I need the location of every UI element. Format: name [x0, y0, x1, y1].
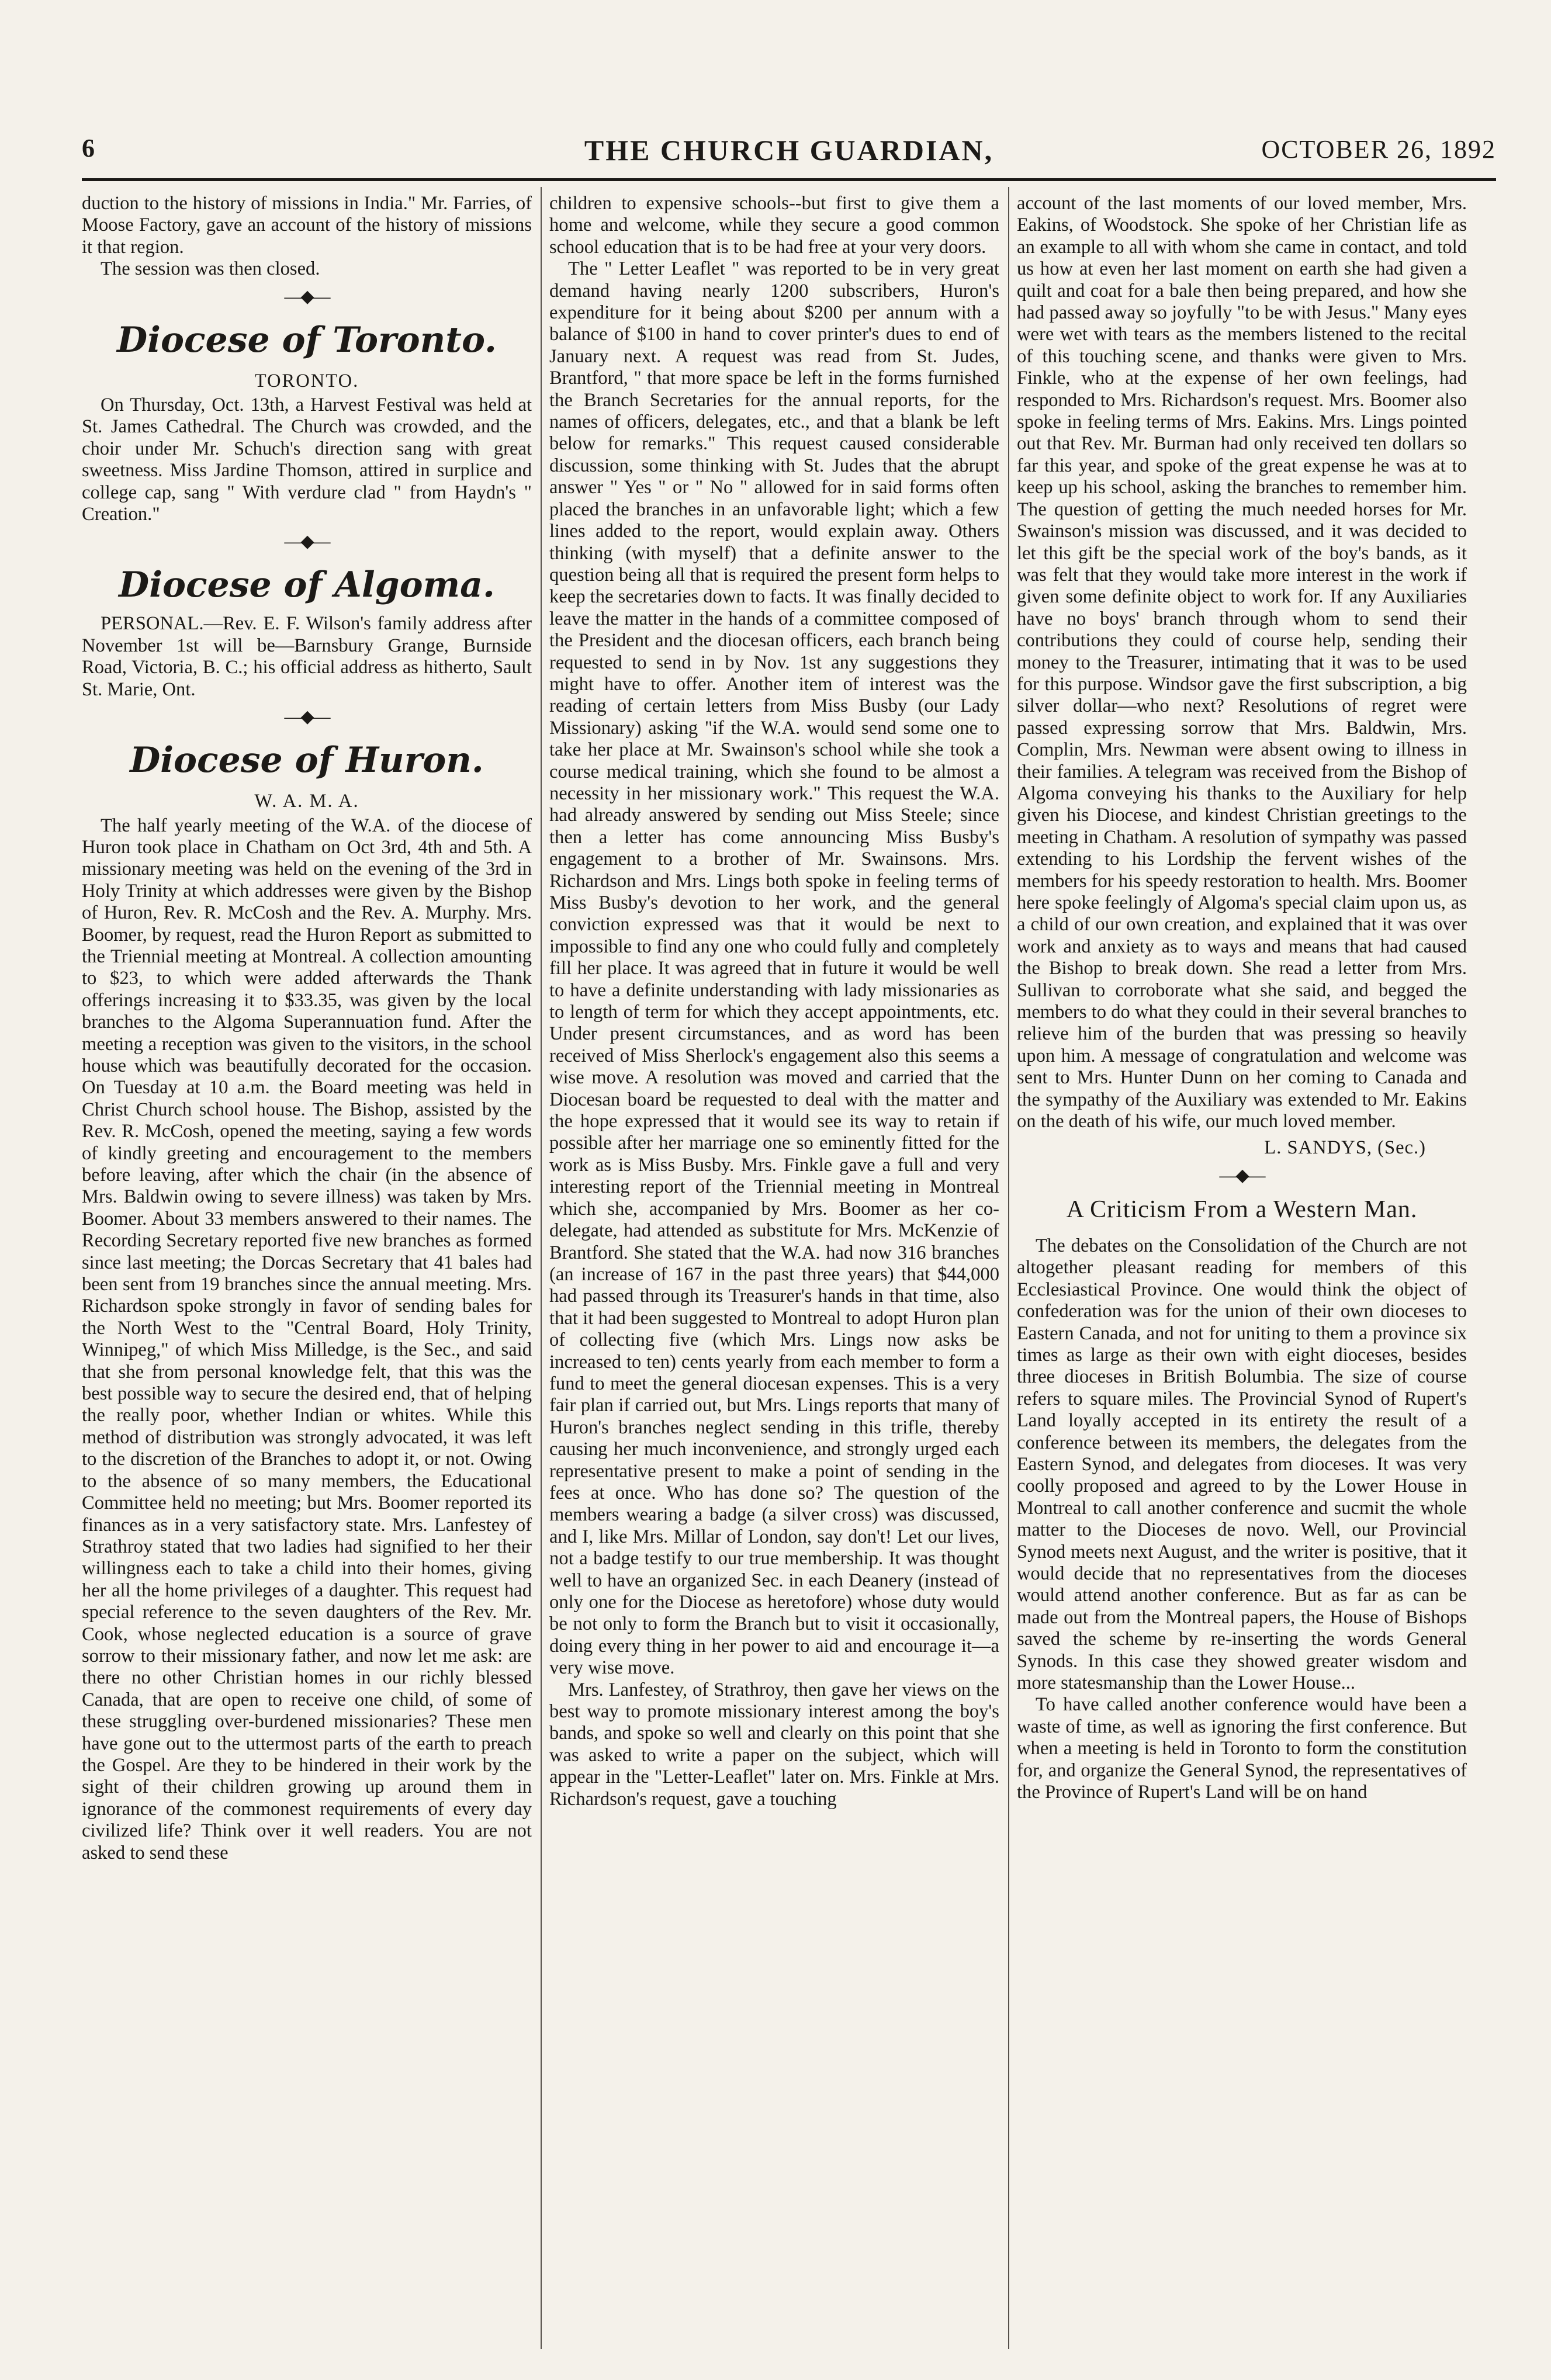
heading-diocese-huron: Diocese of Huron. — [130, 740, 484, 781]
paragraph: PERSONAL.—Rev. E. F. Wilson's family address after November 1st will be—Barnsbury Grange, Burnside Road, Victoria, B. C.; his official address as hitherto, Sault St. Marie, Ont. — [82, 613, 532, 700]
subheading-toronto: TORONTO. — [254, 370, 359, 392]
paragraph: The debates on the Consolidation of the Church are not altogether pleasant reading for members of this Ecclesiastical Province. One would think the object of confederation was for the union of their own dioceses to Eastern Canada, and not for uniting to them a province six times as large as their own with eight dioceses, besides three dioceses in British Bolumbia. The size of course refers to square miles. The Provincial Synod of Rupert's Land loyally accepted in its entirety the result of a conference between its members, the delegates from the Eastern Synod, and delegates from dioceses. It was very coolly proposed and agreed to by the Lower House in Montreal to call another conference and sucmit the whole matter to the Dioceses de novo. Well, our Provincial Synod meets next August, and the writer is positive, that it would decide that no representatives from the dioceses would attend another conference. But as far as can be made out from the Montreal papers, the House of Bishops saved the scheme by re-inserting the words General Synods. In this case they showed greater wisdom and more statesmanship than the Lower House... — [1017, 1235, 1467, 1693]
page-number: 6 — [82, 134, 95, 162]
section-ornament: —◆— — [284, 707, 330, 727]
section-ornament: —◆— — [284, 532, 330, 552]
paragraph: account of the last moments of our loved member, Mrs. Eakins, of Woodstock. She spoke of her Christian life as an example to all with whom she came in contact, and told us how at even her last moment on earth she had given a quilt and coat for a bale then being prepared, and how she had passed away so joyfully "to be with Jesus." Many eyes were wet with tears as the members listened to the recital of this touching scene, and thanks were given to Mrs. Finkle, who at the expense of her own feelings, had responded to Mrs. Richardson's request. Mrs. Boomer also spoke in feeling terms of Mrs. Eakins. Mrs. Lings pointed out that Rev. Mr. Burman had only received ten dollars so far this year, and spoke of the great expense he was at to keep up his school, asking the branches to remember him. The question of getting the much needed horses for Mr. Swainson's mission was discussed, and it was decided to let this gift be the special work of the boy's bands, as it was felt that they would take more interest in the work if given some definite object to work for. If any Auxiliaries have no boys' branch through whom to send their contributions they could of course help, sending their money to the Treasurer, intimating that it was to be used for this purpose. Windsor gave the first subscription, a big silver dollar—who next? Resolutions of regret were passed expressing sorrow that Mrs. Baldwin, Mrs. Complin, Mrs. Newman were absent owing to illness in their families. A telegram was received from the Bishop of Algoma conveying his thanks to the Auxiliary for help given his Diocese, and kindest Christian greetings to the meeting in Chatham. A resolution of sympathy was passed extending to his Lordship the fervent wishes of the members for his speedy restoration to health. Mrs. Boomer here spoke feelingly of Algoma's special claim upon us, as a child of our own creation, and explained that it was over work and anxiety as to ways and means that had caused the Bishop to break down. She read a letter from Mrs. Sullivan to corroborate what she said, and begged the members to do what they could in their several branches to relieve him of the burden that was pressing so heavily upon him. A message of congratulation and welcome was sent to Mrs. Hunter Dunn on her coming to Canada and the sympathy of the Auxiliary was extended to Mr. Eakins on the death of his wife, our much loved member. — [1017, 193, 1467, 1132]
newspaper-title: THE CHURCH GUARDIAN, — [584, 134, 994, 167]
masthead — [82, 133, 1496, 172]
heading-criticism: A Criticism From a Western Man. — [1066, 1196, 1418, 1223]
heading-diocese-toronto: Diocese of Toronto. — [117, 319, 497, 361]
issue-date: OCTOBER 26, 1892 — [1261, 135, 1496, 164]
column-rule — [541, 187, 542, 2349]
paragraph: To have called another conference would have been a waste of time, as well as ignoring the first conference. But when a meeting is held in Toronto to form the constitution for, and organize the General Synod, the representatives of the Province of Rupert's Land will be on hand — [1017, 1694, 1467, 1803]
paragraph: children to expensive schools--but first to give them a home and welcome, while they secure a good common school education that is to be had free at your very doors. — [549, 193, 999, 258]
paragraph: duction to the history of missions in India." Mr. Farries, of Moose Factory, gave an account of the history of missions it that region. — [82, 193, 532, 258]
section-ornament: —◆— — [284, 286, 330, 306]
heading-diocese-algoma: Diocese of Algoma. — [119, 564, 495, 606]
paragraph: The half yearly meeting of the W.A. of the diocese of Huron took place in Chatham on Oct 3rd, 4th and 5th. A missionary meeting was held on the evening of the 3rd in Holy Trinity at which addresses were given by the Bishop of Huron, Rev. R. McCosh and the Rev. A. Murphy. Mrs. Boomer, by request, read the Huron Report as submitted to the Triennial meeting at Montreal. A collection amounting to $23, to which were added afterwards the Thank offerings increasing it to $33.35, was given by the local branches to the Algoma Superannuation fund. After the meeting a reception was given to the visitors, in the school house which was beautifully decorated for the occasion. On Tuesday at 10 a.m. the Board meeting was held in Christ Church school house. The Bishop, assisted by the Rev. R. McCosh, opened the meeting, saying a few words of kindly greeting and encouragement to the members before leaving, after which the chair (in the absence of Mrs. Baldwin owing to severe illness) was taken by Mrs. Boomer. About 33 members answered to their names. The Recording Secretary reported five new branches as formed since last meeting; the Dorcas Secretary that 41 bales had been sent from 19 branches since the annual meeting. Mrs. Richardson spoke strongly in favor of sending bales for the North West to the "Central Board, Holy Trinity, Winnipeg," of which Miss Milledge, is the Sec., and said that she from personal knowledge felt, that this was the best possible way to secure the desired end, that of helping the really poor, whether Indian or whites. While this method of distribution was strongly advocated, it was left to the discretion of the Branches to adopt it, or not. Owing to the absence of so many members, the Educational Committee held no meeting; but Mrs. Boomer reported its finances as in a very satisfactory state. Mrs. Lanfestey of Strathroy stated that two ladies had signified to her their willingness each to take a child into their homes, giving her all the home privileges of a daughter. This request had special reference to the seven daughters of the Rev. Mr. Cook, whose neglected education is a source of grave sorrow to their missionary father, and now let me ask: are there no other Christian homes in our richly blessed Canada, that are open to receive one child, of some of these struggling over-burdened missionaries? These men have gone out to the uttermost parts of the earth to preach the Gospel. Are they to be hindered in their work by the sight of their children growing up around them in ignorance of the commonest requirements of every day civilized life? Think over it well readers. You are not asked to send these — [82, 815, 532, 1863]
paragraph: The " Letter Leaflet " was reported to be in very great demand having nearly 1200 subscribers, Huron's expenditure for it being about $200 per annum with a balance of $100 in hand to cover printer's dues to end of January next. A request was read from St. Judes, Brantford, " that more space be left in the forms furnished the Branch Secretaries for the annual reports, for the names of officers, delegates, etc., and that a blank be left below for remarks." This request caused considerable discussion, some thinking with St. Judes that the abrupt answer " Yes " or " No " allowed for in said forms often placed the branches in an unfavorable light; which a few lines added to the report, would explain away. Others thinking (with myself) that a definite answer to the question being all that is required the present form helps to keep the secretaries down to facts. It was finally decided to leave the matter in the hands of a committee composed of the President and the diocesan officers, each branch being requested to send in by Nov. 1st any suggestions they might have to offer. Another item of interest was the reading of certain letters from Miss Busby (our Lady Missionary) asking "if the W.A. would send some one to take her place at Mr. Swainson's school while she took a course medical training, which she found to be almost a necessity in her missionary work." This request the W.A. had already answered by sending out Miss Steele; since then a letter has come announcing Miss Busby's engagement to a brother of Mr. Swainsons. Mrs. Richardson and Mrs. Lings both spoke in feeling terms of Miss Busby's devotion to her work, and the general conviction expressed was that it would be next to impossible to find any one who could fully and completely fill her place. It was agreed that in future it would be well to have a definite understanding with lady missionaries as to length of term for which they accept appointments, etc. Under present circumstances, and as word has been received of Miss Sherlock's engagement also this seems a wise move. A resolution was moved and carried that the Diocesan board be requested to deal with the matter and the hope expressed that it would see its way to retain if possible after her marriage one so eminently fitted for the work as is Miss Busby. Mrs. Finkle gave a full and very interesting report of the Triennial meeting in Montreal which she, accompanied by Mrs. Boomer as her co-delegate, had attended as substitute for Mrs. McKenzie of Brantford. She stated that the W.A. had now 316 branches (an increase of 167 in the past three years) that $44,000 had passed through its Treasurer's hands in that time, also that it had been suggested to Montreal to adopt Huron plan of collecting five (which Mrs. Lings now asks be increased to ten) cents yearly from each member to form a fund to meet the general diocesan expenses. This is a very fair plan if carried out, but Mrs. Lings reports that many of Huron's branches neglect sending in this trifle, thereby causing her much inconvenience, and strongly urged each representative present to make a point of sending in the fees at once. Who has done so? The question of the members wearing a badge (a silver cross) was discussed, and I, like Mrs. Millar of London, say don't! Let our lives, not a badge testify to our true membership. It was thought well to have an organized Sec. in each Deanery (instead of only one for the Diocese as heretofore) whose duty would be not only to form the Branch but to visit it occasionally, doing every thing in her power to aid and encourage it—a very wise move. — [549, 258, 999, 1679]
subheading-wama: W. A. M. A. — [254, 791, 359, 812]
signature-line: L. SANDYS, (Sec.) — [1264, 1137, 1426, 1159]
column-1 — [82, 193, 532, 2355]
section-ornament: —◆— — [1219, 1165, 1265, 1185]
paragraph: Mrs. Lanfestey, of Strathroy, then gave her views on the best way to promote missionary interest among the boy's bands, and spoke so well and clearly on this point that she was asked to write a paper on the subject, which will appear in the "Letter-Leaflet" later on. Mrs. Finkle at Mrs. Richardson's request, gave a touching — [549, 1679, 999, 1810]
masthead-rule — [82, 178, 1496, 181]
column-3 — [1017, 193, 1467, 2355]
column-2 — [549, 193, 999, 2355]
paragraph: On Thursday, Oct. 13th, a Harvest Festival was held at St. James Cathedral. The Church was crowded, and the choir under Mr. Schuch's direction sang with great sweetness. Miss Jardine Thomson, attired in surplice and college cap, sang " With verdure clad " from Haydn's " Creation." — [82, 394, 532, 525]
paragraph: The session was then closed. — [101, 258, 320, 280]
column-rule — [1008, 187, 1009, 2349]
